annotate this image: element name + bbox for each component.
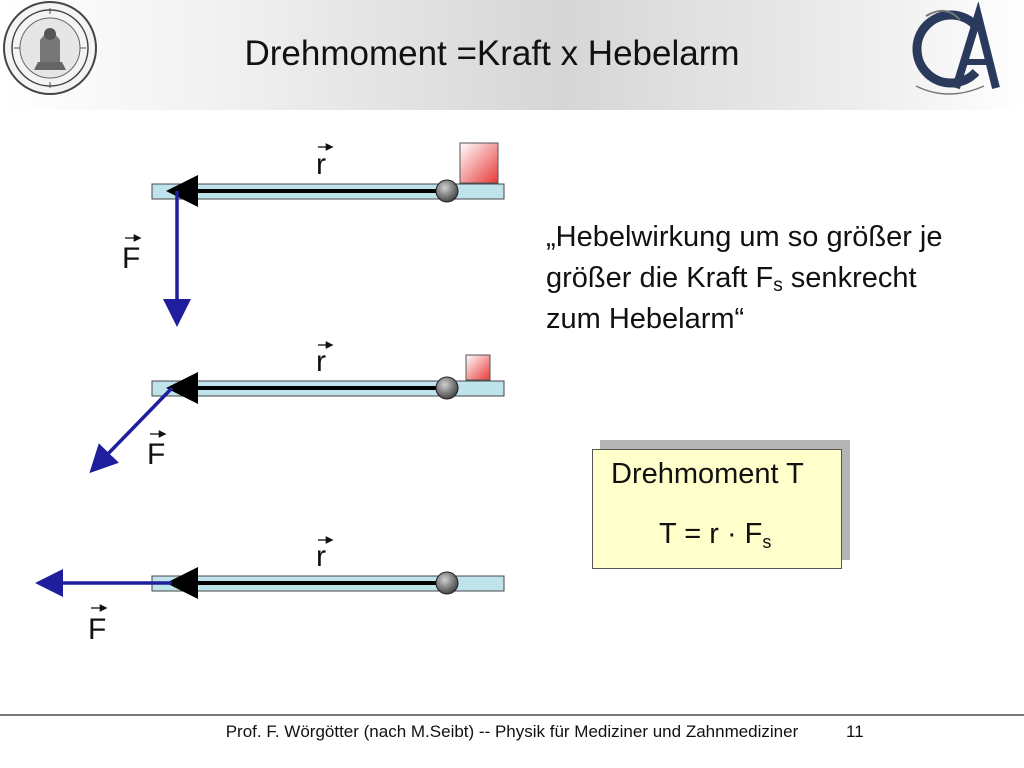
quote-part-1: „Hebelwirkung um so größer je größer die Kraft F [546, 221, 943, 294]
vector-F-label-1: F [122, 242, 141, 275]
lever-effect-quote [546, 217, 946, 340]
vector-r-label-1: r [316, 148, 326, 181]
vector-r-label-2: r [316, 345, 326, 378]
quote-part-2: senkrecht zum Hebelarm“ [546, 262, 917, 335]
footer-credit: Prof. F. Wörgötter (nach M.Seibt) -- Physik für Mediziner und Zahnmediziner [225, 722, 799, 741]
torque-box-title: Drehmoment T [611, 458, 804, 490]
slide-title: Drehmoment =Kraft x Hebelarm [244, 34, 740, 73]
weight-large [460, 143, 498, 183]
formula-main: T = r · F [659, 518, 763, 550]
pivot-1 [436, 180, 458, 202]
page-number: 11 [846, 722, 864, 741]
pivot-2 [436, 377, 458, 399]
vector-F-label-3: F [88, 613, 107, 646]
vector-F-label-2: F [147, 438, 166, 471]
quote-subscript: s [773, 275, 783, 296]
footer-divider [0, 714, 1024, 716]
lever-3 [56, 572, 504, 594]
weight-small [466, 355, 490, 380]
formula-subscript: s [762, 532, 772, 552]
pivot-3 [436, 572, 458, 594]
torque-formula [659, 518, 771, 551]
lever-1 [152, 143, 504, 306]
torque-box [592, 449, 842, 569]
vector-r-label-3: r [316, 540, 326, 573]
